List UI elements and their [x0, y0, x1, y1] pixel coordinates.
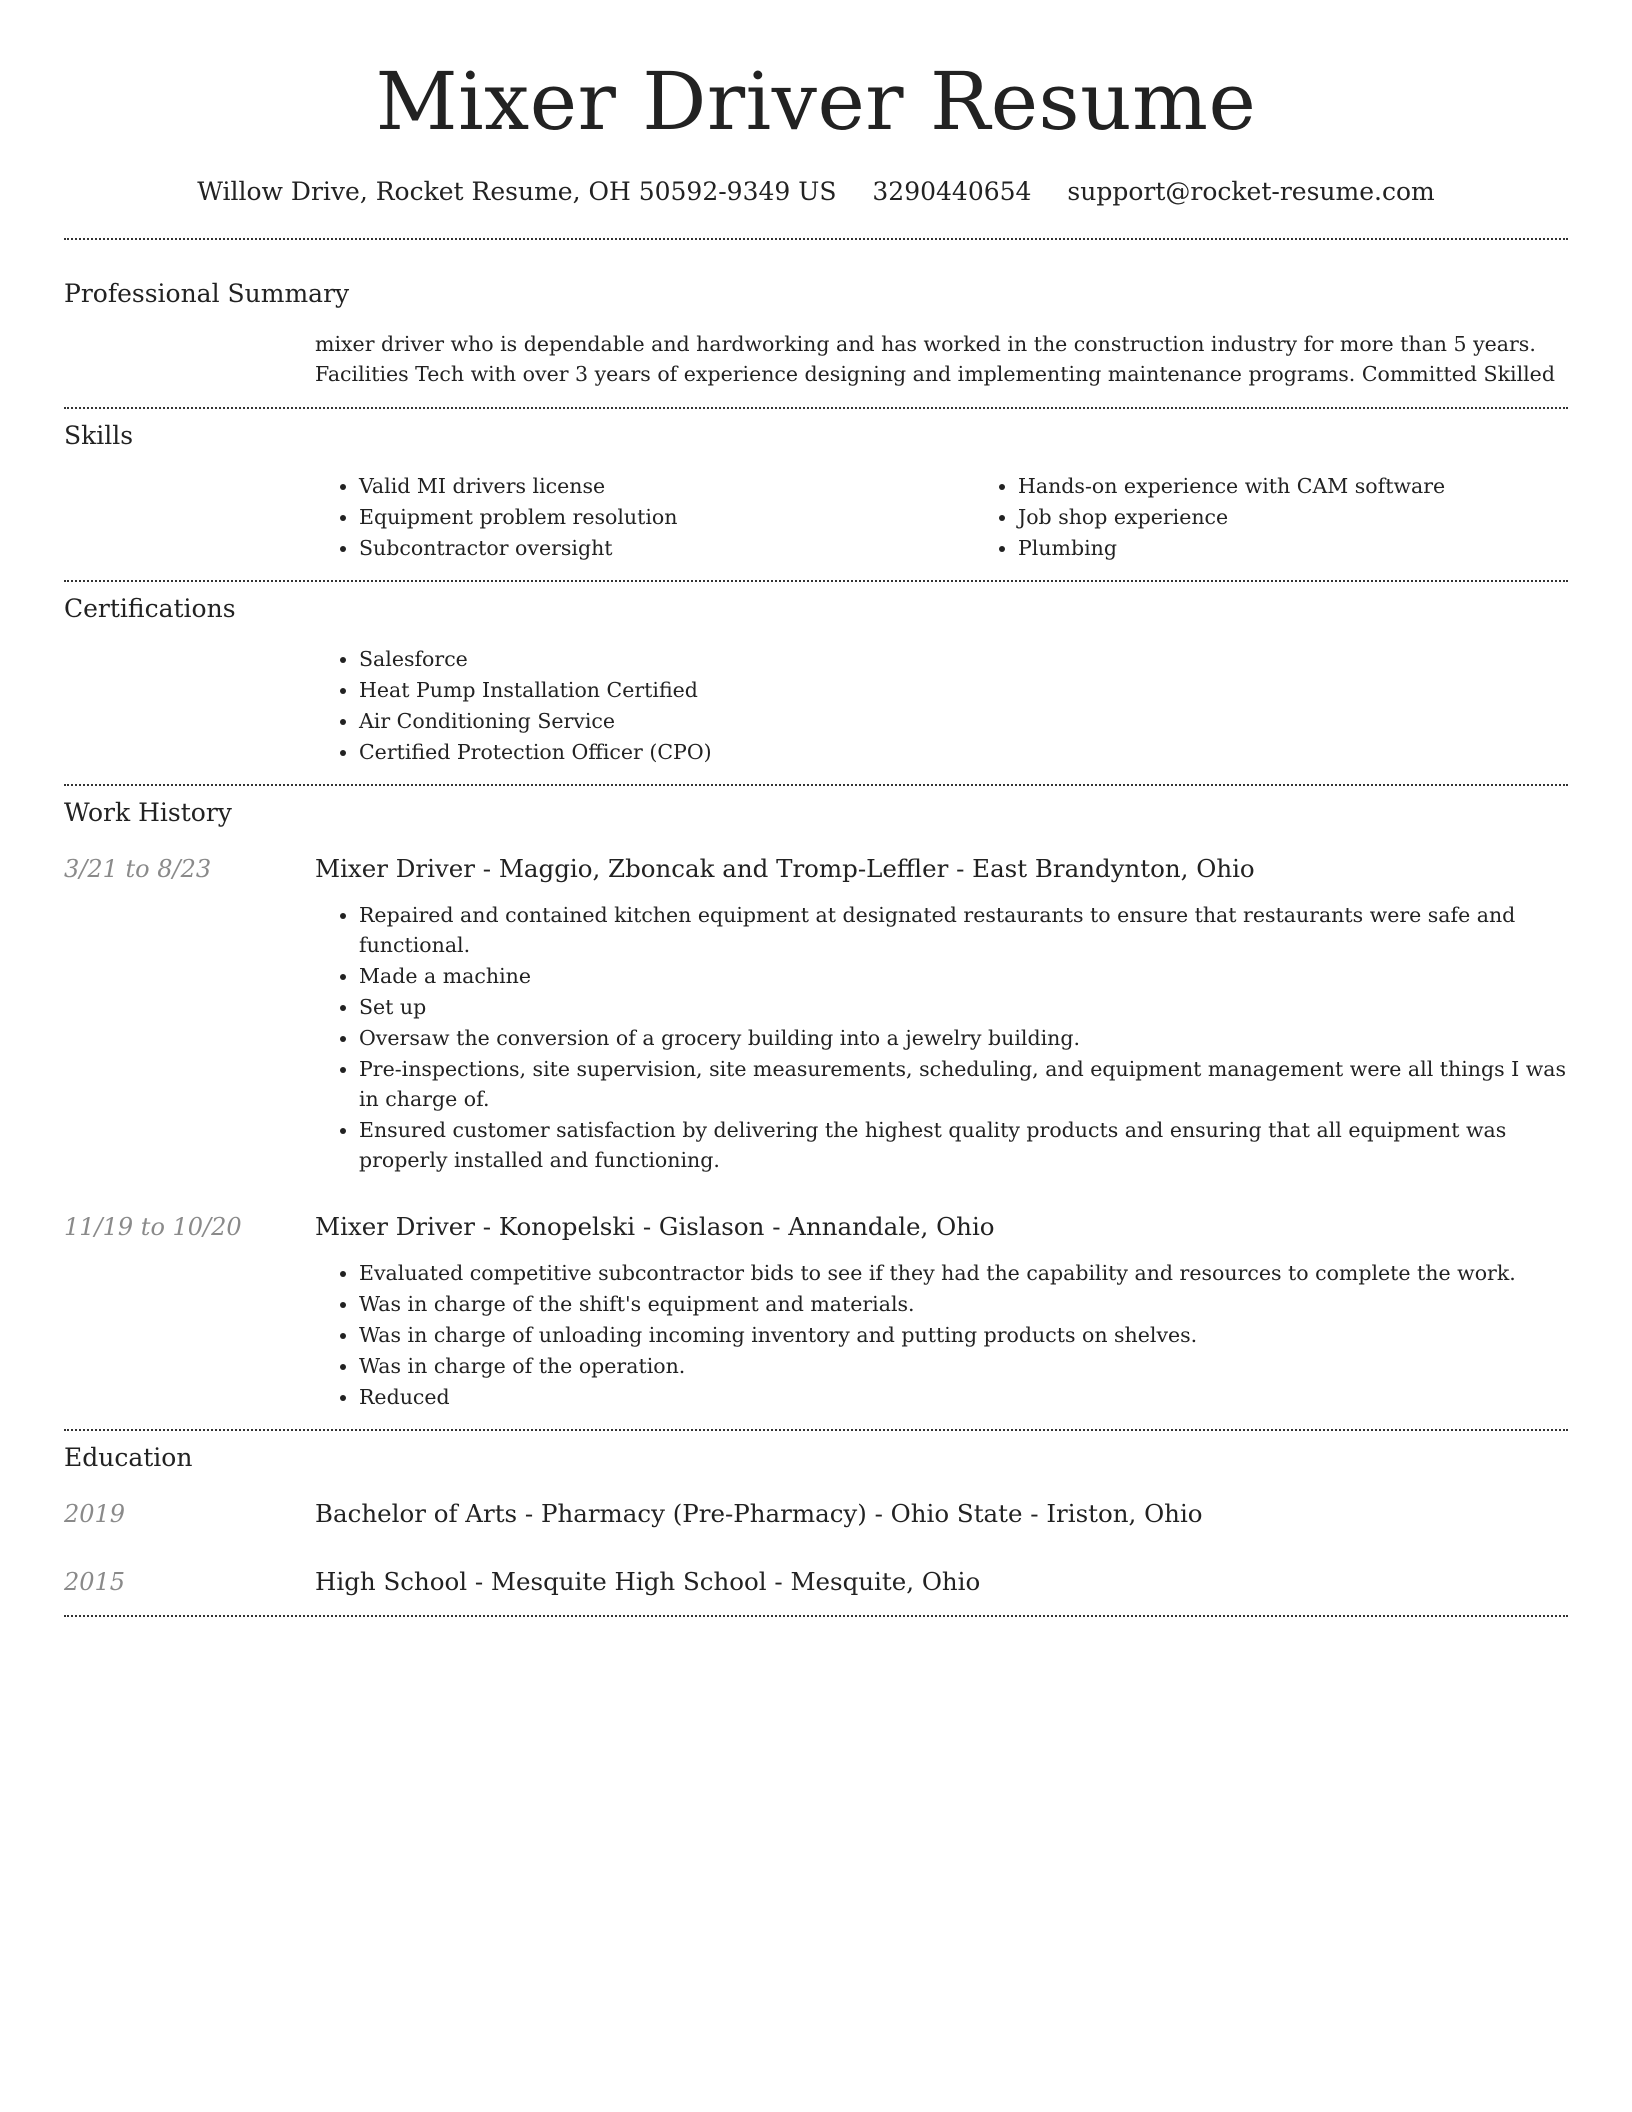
summary-section: [64, 240, 1568, 407]
skill-item: • Valid MI drivers license: [359, 471, 974, 501]
job-bullet: • Pre-inspections, site supervision, site measurements, scheduling, and equipment management were all things I was in charge of.: [359, 1054, 1568, 1114]
job-entry: [64, 852, 1568, 1176]
job-entry: [64, 1210, 1568, 1413]
skill-item: • Plumbing: [1018, 533, 1632, 563]
contact-line: [64, 172, 1568, 212]
job-dates: 3/21 to 8/23: [64, 855, 212, 883]
education-entry: [64, 1565, 1568, 1599]
education-year: 2015: [64, 1568, 126, 1596]
certification-item: • Air Conditioning Service: [359, 706, 1568, 736]
job-title: Mixer Driver - Konopelski - Gislason - Annandale, Ohio: [315, 1212, 995, 1241]
skills-list-col2: [974, 471, 1632, 564]
job-bullet: • Was in charge of the operation.: [359, 1351, 1568, 1381]
certifications-section: [64, 582, 1568, 784]
education-detail: High School - Mesquite High School - Mesquite, Ohio: [315, 1567, 981, 1596]
contact-email: support@rocket-resume.com: [1067, 177, 1435, 206]
education-divider: [64, 1615, 1568, 1617]
summary-heading: Professional Summary: [64, 279, 350, 308]
job-bullet: • Made a machine: [359, 961, 1568, 991]
skills-list-col1: [315, 471, 974, 564]
summary-left-spacer: [64, 329, 315, 389]
work-history-heading: Work History: [64, 798, 232, 827]
skill-item: • Hands-on experience with CAM software: [1018, 471, 1632, 501]
certifications-list: [315, 644, 1568, 767]
job-bullet: • Ensured customer satisfaction by delivering the highest quality products and ensuring that all equipment was properly installed and functioning.: [359, 1115, 1568, 1175]
skills-left-spacer: [64, 471, 315, 564]
job-bullet: • Oversaw the conversion of a grocery building into a jewelry building.: [359, 1023, 1568, 1053]
job-bullet: • Reduced: [359, 1382, 1568, 1412]
job-bullet: • Repaired and contained kitchen equipment at designated restaurants to ensure that restaurants were safe and functional.: [359, 900, 1568, 960]
summary-text: mixer driver who is dependable and hardworking and has worked in the construction industry for more than 5 years. Facilities Tech with over 3 years of experience designing and implementing maintenance programs. Committed Skilled: [315, 332, 1555, 386]
job-dates: 11/19 to 10/20: [64, 1213, 242, 1241]
job-bullet: • Was in charge of the shift's equipment and materials.: [359, 1289, 1568, 1319]
education-heading: Education: [64, 1443, 193, 1472]
certification-item: • Salesforce: [359, 644, 1568, 674]
job-bullet: • Was in charge of unloading incoming inventory and putting products on shelves.: [359, 1320, 1568, 1350]
education-section: [64, 1431, 1568, 1615]
certifications-heading: Certifications: [64, 594, 236, 623]
job-title: Mixer Driver - Maggio, Zboncak and Tromp-Leffler - East Brandynton, Ohio: [315, 854, 1255, 883]
work-history-section: [64, 786, 1568, 1429]
skill-item: • Subcontractor oversight: [359, 533, 974, 563]
skills-grid: [315, 471, 1632, 564]
page-title: Mixer Driver Resume: [375, 55, 1257, 148]
skills-section: [64, 409, 1568, 580]
job-bullet: • Evaluated competitive subcontractor bids to see if they had the capability and resources to complete the work.: [359, 1258, 1568, 1288]
certifications-left-spacer: [64, 644, 315, 768]
skills-heading: Skills: [64, 421, 134, 450]
education-detail: Bachelor of Arts - Pharmacy (Pre-Pharmacy) - Ohio State - Iriston, Ohio: [315, 1499, 1203, 1528]
education-entry: [64, 1497, 1568, 1531]
education-year: 2019: [64, 1500, 126, 1528]
certification-item: • Heat Pump Installation Certified: [359, 675, 1568, 705]
job-bullet: • Set up: [359, 992, 1568, 1022]
skill-item: • Equipment problem resolution: [359, 502, 974, 532]
contact-phone: 3290440654: [872, 177, 1032, 206]
contact-address: Willow Drive, Rocket Resume, OH 50592-9349 US: [197, 177, 837, 206]
job-bullets: [315, 900, 1568, 1175]
certification-item: • Certified Protection Officer (CPO): [359, 737, 1568, 767]
skill-item: • Job shop experience: [1018, 502, 1632, 532]
job-bullets: [315, 1258, 1568, 1412]
